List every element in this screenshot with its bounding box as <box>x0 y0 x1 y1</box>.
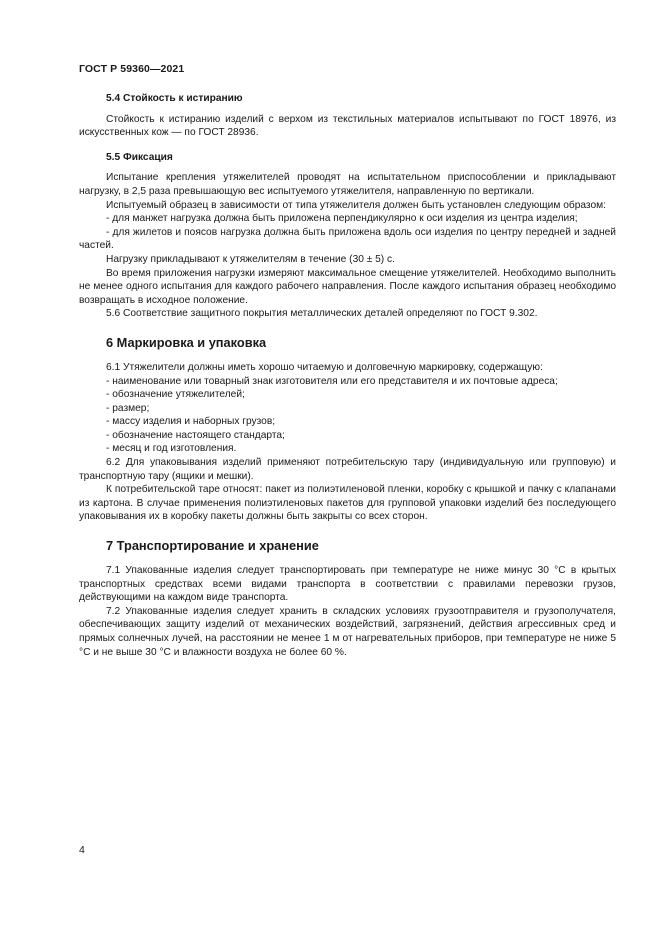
paragraph-5-5-test: Испытание крепления утяжелителей проводят на испытательном приспособлении и прикладывают нагрузку, в 2,5 раза превышающую вес испытуемого утяжелителя, направленную по вертикали. <box>79 172 616 197</box>
list-item-vests: - для жилетов и поясов нагрузка должна быть приложена вдоль оси изделия по центру передней и задней частей. <box>79 226 616 252</box>
paragraph-5-4-text: Стойкость к истиранию изделий с верхом из текстильных материалов испытывают по ГОСТ 18976, из искусственных кож — по ГОСТ 28936. <box>79 113 616 139</box>
paragraph-7-2: 7.2 Упакованные изделия следует хранить в складских условиях грузоотправителя и грузополучателя, обеспечивающих защиту изделий от механических воздействий, загрязнений, действия агрессивных сред и прямых солнечных лучей, на расстоянии не менее 1 м от нагревательных приборов, при температуре не ниже 5 °С и не выше 30 °С и влажности воздуха не более 60 %. <box>79 605 616 658</box>
list-item: - размер; <box>106 402 150 414</box>
paragraph-7-1: 7.1 Упакованные изделия следует транспортировать при температуре не ниже минус 30 °С в крытых транспортных средствах всеми видами транспорта в соответствии с правилами перевозки грузов, действующими на каждом виде транспорта. <box>79 565 616 604</box>
paragraph-5-5-load-time: Нагрузку прикладывают к утяжелителям в течение (30 ± 5) с. <box>106 253 395 265</box>
paragraph-6-1: 6.1 Утяжелители должны иметь хорошо читаемую и долговечную маркировку, содержащую: <box>106 361 543 373</box>
section-heading-7: 7 Транспортирование и хранение <box>106 538 319 554</box>
paragraph-5-5-measure: Во время приложения нагрузки измеряют максимальное смещение утяжелителей. Необходимо выполнить не менее одного испытания для каждого рабочего направления. После каждого испытания образец необходимо возвращать в исходное положение. <box>79 267 616 306</box>
page-number: 4 <box>79 844 85 856</box>
list-item: - месяц и год изготовления. <box>106 443 237 455</box>
section-heading-6: 6 Маркировка и упаковка <box>106 334 267 350</box>
subsection-heading-5-5: 5.5 Фиксация <box>106 151 173 163</box>
list-item: - обозначение утяжелителей; <box>106 389 245 401</box>
paragraph-6-2: 6.2 Для упаковывания изделий применяют потребительскую тару (индивидуальную или групповую) и транспортную тару (ящики и мешки). <box>79 457 616 482</box>
subsection-heading-5-4: 5.4 Стойкость к истиранию <box>106 93 243 104</box>
list-item: - обозначение настоящего стандарта; <box>106 429 285 441</box>
list-item-cuffs: - для манжет нагрузка должна быть приложена перпендикулярно к оси изделия из центра изделия; <box>106 213 578 225</box>
list-item: - наименование или товарный знак изготовителя или его представителя и их почтовые адреса; <box>106 375 558 387</box>
paragraph-6-2-consumer-pack: К потребительской таре относят: пакет из полиэтиленовой пленки, коробку с крышкой и пачку с клапанами из картона. В случае применения полиэтиленовых пакетов для групповой упаковки изделий без последующего упаковывания их в коробку пакеты должны быть закрыты со всех сторон. <box>79 484 616 523</box>
paragraph-5-5-sample: Испытуемый образец в зависимости от типа утяжелителя должен быть установлен следующим образом: <box>106 199 606 211</box>
document-header: ГОСТ Р 59360—2021 <box>79 63 185 75</box>
list-item: - массу изделия и наборных грузов; <box>106 416 276 428</box>
paragraph-5-6: 5.6 Соответствие защитного покрытия металлических деталей определяют по ГОСТ 9.302. <box>106 308 538 320</box>
document-body <box>79 92 616 659</box>
